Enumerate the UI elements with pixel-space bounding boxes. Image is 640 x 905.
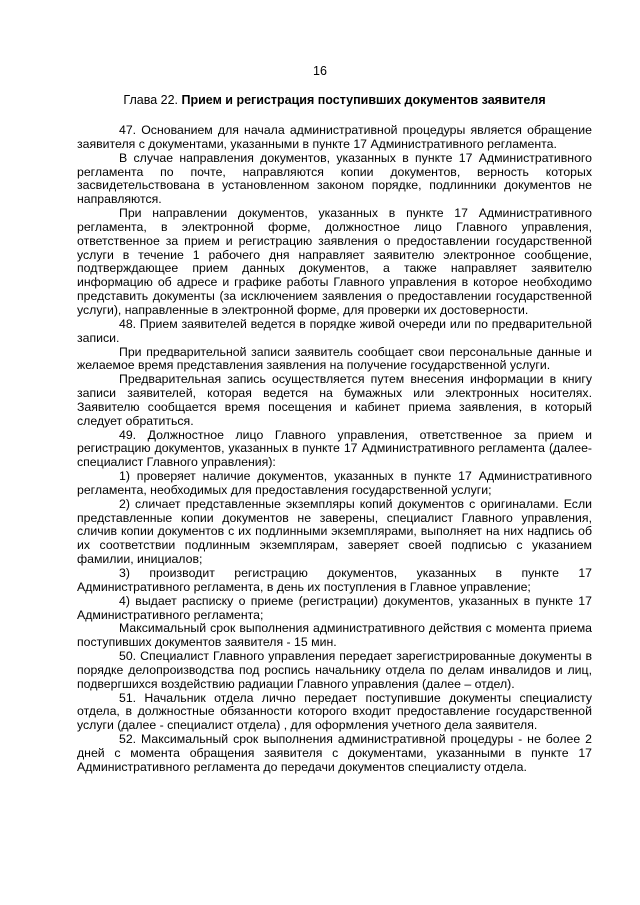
paragraph-50: 50. Специалист Главного управления передает зарегистрированные документы в порядке делопроизводства под роспись начальнику отдела по делам инвалидов и лиц, подвергшихся воздействию радиации Главного управления (далее – отдел). (77, 649, 592, 691)
paragraph-48-pre-registration: При предварительной записи заявитель сообщает свои персональные данные и желаемое время представления заявления на получение государственной услуги. (77, 344, 592, 373)
paragraph-49-item-4: 4) выдает расписку о приеме (регистрации) документов, указанных в пункте 17 Административного регламента; (77, 593, 592, 622)
paragraph-49-item-3: 3) производит регистрацию документов, указанных в пункте 17 Административного регламента, в день их поступления в Главное управление; (77, 566, 592, 594)
paragraph-47-postal: В случае направления документов, указанных в пункте 17 Административного регламента по почте, направляются копии документов, верность которых засвидетельствована в установленном законом порядке, подлинники документов не направляются. (77, 150, 592, 207)
paragraph-51: 51. Начальник отдела лично передает поступившие документы специалисту отдела, в должностные обязанности которого входит предоставление государственной услуги (далее - специалист отдела) , для оформления учетного дела заявителя. (77, 690, 592, 733)
paragraph-47: 47. Основанием для начала административной процедуры является обращение заявителя с документами, указанными в пункте 17 Административного регламента. (77, 123, 592, 151)
chapter-heading (77, 93, 592, 107)
paragraph-52: 52. Максимальный срок выполнения административной процедуры - не более 2 дней с момента обращения заявителя с документами, указанными в пункте 17 Административного регламента до передачи документов специалисту отдела. (77, 732, 592, 774)
paragraph-49-item-1: 1) проверяет наличие документов, указанных в пункте 17 Административного регламента, необходимых для предоставления государственной услуги; (77, 469, 592, 497)
chapter-prefix: Глава 22. (123, 93, 178, 107)
paragraph-48: 48. Прием заявителей ведется в порядке живой очереди или по предварительной записи. (77, 316, 592, 345)
paragraph-48-registry-book: Предварительная запись осуществляется путем внесения информации в книгу записи заявителей, которая ведется на бумажных или электронных носителях. Заявителю сообщается время посещения и кабинет приема заявления, в который следует обратиться. (77, 372, 592, 428)
page-number: 16 (313, 64, 327, 78)
paragraph-47-electronic: При направлении документов, указанных в пункте 17 Административного регламента, в электронной форме, должностное лицо Главного управления, ответственное за прием и регистрацию заявления о предоставлении государственной услуги в течение 1 рабочего дня направляет заявителю электронное сообщение, подтверждающее прием данных документов, а также направляет заявителю информацию об адресе и графике работы Главного управления в которое необходимо представить документы (за исключением заявления о предоставлении государственной услуги), направленные в электронной форме, для проверки их достоверности. (77, 206, 592, 317)
chapter-title: Прием и регистрация поступивших документов заявителя (181, 93, 546, 107)
paragraph-49-max-time: Максимальный срок выполнения административного действия с момента приема поступивших документов заявителя - 15 мин. (77, 621, 592, 650)
paragraph-49-item-2: 2) сличает представленные экземпляры копий документов с оригиналами. Если представленные копии документов не заверены, специалист Главного управления, сличив копии документов с их подлинными экземплярами, выполняет на них надпись об их соответствии подлинным экземплярам, заверяет своей подписью с указанием фамилии, инициалов; (77, 496, 592, 567)
document-body (77, 124, 592, 775)
paragraph-49: 49. Должностное лицо Главного управления, ответственное за прием и регистрацию документов, указанных в пункте 17 Административного регламента (далее- специалист Главного управления): (77, 427, 592, 470)
